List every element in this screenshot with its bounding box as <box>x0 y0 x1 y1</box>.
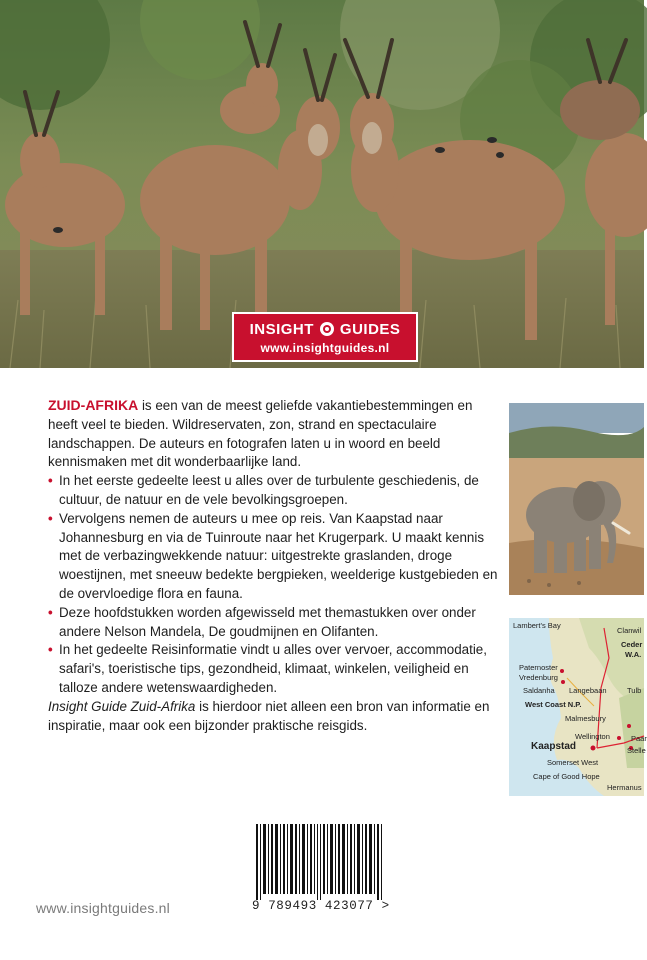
back-cover-blurb <box>48 396 498 735</box>
list-item: • In het gedeelte Reisinformatie vindt u alles over vervoer, accommodatie, safari's, toeristische tips, gezondheid, klimaat, winkelen, veiligheid en talloze andere wetenswaardigheden. <box>48 641 498 697</box>
elephant-icon <box>509 403 644 595</box>
badge-url[interactable]: www.insightguides.nl <box>260 341 390 355</box>
map-label: Cape of Good Hope <box>533 772 600 781</box>
closing-title: Insight Guide Zuid-Afrika <box>48 698 196 714</box>
map-label: Paternoster <box>519 663 558 672</box>
elephant-photo <box>509 403 644 595</box>
closing-paragraph <box>48 698 498 736</box>
insight-guides-badge[interactable] <box>232 312 418 362</box>
lead-title: ZUID-AFRIKA <box>48 397 139 413</box>
map-label: Saldanha <box>523 686 555 695</box>
map-label: Paar <box>631 734 647 743</box>
barcode-bars-icon <box>252 824 388 900</box>
map-label: Somerset West <box>547 758 599 767</box>
list-item: • Deze hoofdstukken worden afgewisseld met themastukken over onder andere Nelson Mandela, De goudmijnen en Olifanten. <box>48 604 498 642</box>
map-label: Stelle <box>627 746 646 755</box>
badge-brand-left: INSIGHT <box>249 320 314 338</box>
map-label: Malmesbury <box>565 714 606 723</box>
isbn-digits: 9 789493 423077 > <box>252 899 390 913</box>
barcode <box>252 824 388 900</box>
map-label: Wellington <box>575 732 610 741</box>
map-label: Kaapstad <box>531 741 577 752</box>
intro-paragraph <box>48 396 498 472</box>
map-label: Hermanus <box>607 783 642 792</box>
list-item: • Vervolgens nemen de auteurs u mee op reis. Van Kaapstad naar Johannesburg en via de Tuinroute naar het Krugerpark. U maakt kennis met de verbazingwekkende natuur: uitgestrekte graslanden, droge woestijnen, met sneeuw bedekte bergpieken, weelderige kustgebieden en de overvloedige flora en fauna. <box>48 510 498 604</box>
map-label: Langebaan <box>569 686 607 695</box>
map-label: Lambert's Bay <box>513 621 561 630</box>
map-label: Ceder <box>621 640 643 649</box>
intro-text: is een van de meest geliefde vakantiebestemmingen en heeft veel te bieden. Wildreservaten, zon, strand en spectaculaire landschappen. De auteurs en fotografen laten u in woord en beeld kennismaken met dit wonderbaarlijke land. <box>48 398 473 470</box>
footer-url[interactable]: www.insightguides.nl <box>36 900 170 916</box>
map-label: W.A. <box>625 650 642 659</box>
badge-brand-right: GUIDES <box>339 320 401 338</box>
map-label: West Coast N.P. <box>525 700 582 709</box>
closing-text: is hierdoor niet alleen een bron van informatie en inspiratie, maar ook een bijzonder praktische reisgids. <box>48 698 490 733</box>
bullet-list <box>48 472 498 698</box>
list-item: • In het eerste gedeelte leest u alles over de turbulente geschiedenis, de cultuur, de natuur en de vele bevolkingsgroepen. <box>48 472 498 510</box>
map-label: Vredenburg <box>519 673 558 682</box>
map-label: Clanwil <box>617 626 642 635</box>
cover-photo <box>0 0 644 368</box>
map-label: Tulb <box>627 686 642 695</box>
insight-guides-logo-icon <box>320 322 334 336</box>
region-map <box>509 618 647 796</box>
